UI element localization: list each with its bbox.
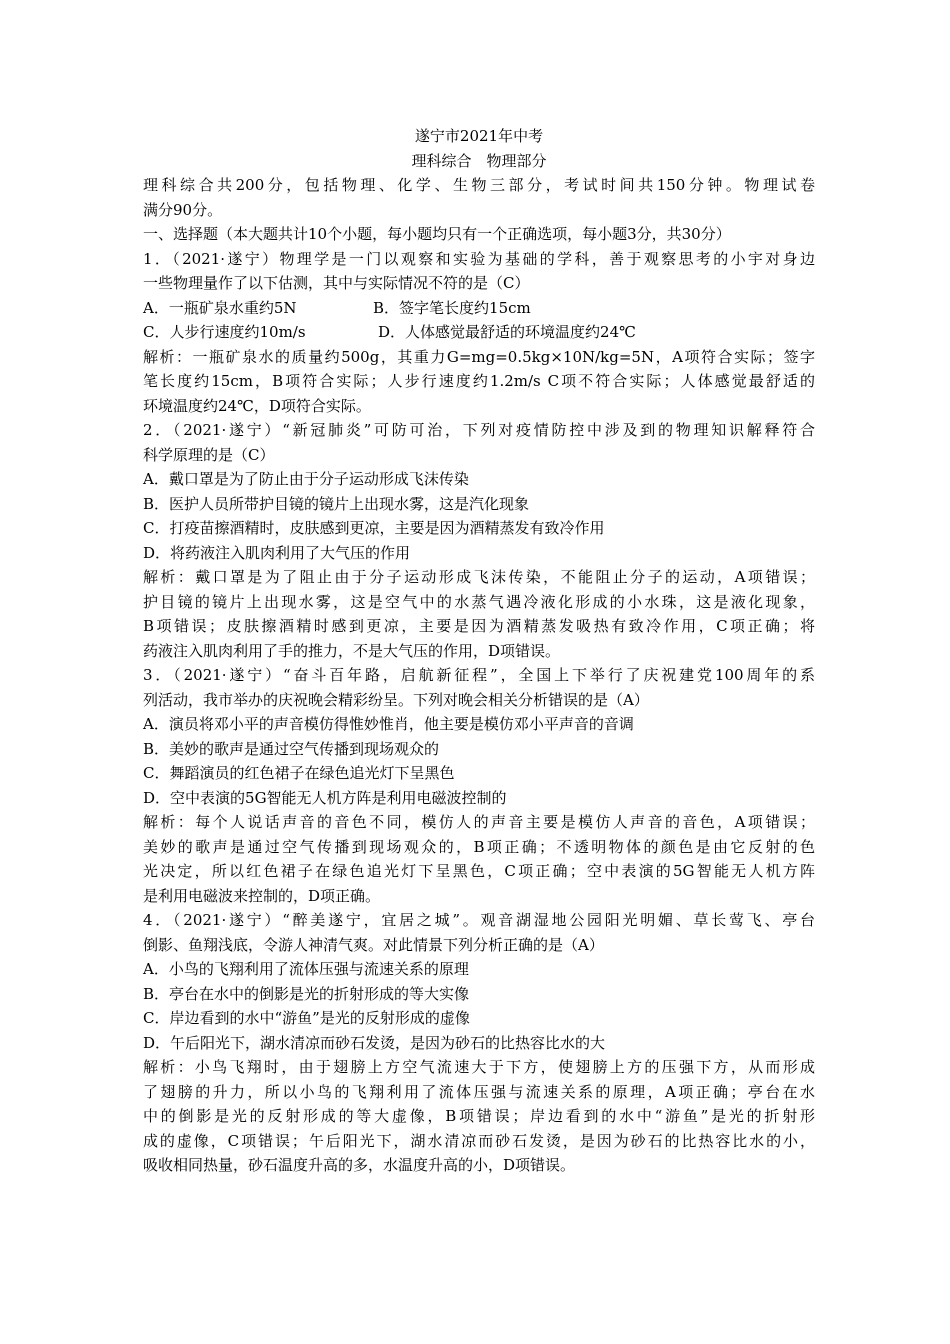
q3-stem-line: 列活动，我市举办的庆祝晚会精彩纷呈。下列对晚会相关分析错误的是（A） <box>143 690 649 709</box>
q3-analysis-line: 光决定，所以红色裙子在绿色追光灯下呈黑色，C项正确；空中表演的5G智能无人机方阵 <box>143 862 815 880</box>
q4-analysis-line: 中的倒影是光的反射形成的等大虚像，B项错误；岸边看到的水中“游鱼”是光的折射形 <box>143 1107 815 1125</box>
q1-analysis-line: 环境温度约24℃，D项符合实际。 <box>143 396 371 415</box>
document-page <box>143 124 815 1178</box>
document-subtitle: 理科综合 物理部分 <box>411 151 547 170</box>
q1-option-c: C．人步行速度约10m/s <box>143 323 306 341</box>
q1-options-row <box>143 320 815 345</box>
q2-analysis-line: B项错误；皮肤擦酒精时感到更凉，主要是因为酒精蒸发吸热有致冷作用，C项正确；将 <box>143 617 815 635</box>
q4-stem-line: 4．（2021·遂宁）“醉美遂宁，宜居之城”。观音湖湿地公园阳光明媚、草长莺飞、亭台 <box>143 911 815 929</box>
q2-analysis-line: 药液注入肌肉利用了手的推力，不是大气压的作用，D项错误。 <box>143 641 561 660</box>
q4-analysis-line: 了翅膀的升力，所以小鸟的飞翔利用了流体压强与流速关系的原理，A项正确；亭台在水 <box>143 1082 815 1101</box>
q4-analysis-line: 吸收相同热量，砂石温度升高的多，水温度升高的小，D项错误。 <box>143 1156 576 1174</box>
q2-option-a: A．戴口罩是为了防止由于分子运动形成飞沫传染 <box>143 470 469 488</box>
q1-option-d: D．人体感觉最舒适的环境温度约24℃ <box>378 323 636 341</box>
q4-analysis-line: 解析：小鸟飞翔时，由于翅膀上方空气流速大于下方，使翅膀上方的压强下方，从而形成 <box>143 1058 815 1076</box>
q3-analysis-line: 是利用电磁波来控制的，D项正确。 <box>143 886 381 905</box>
q3-option-d: D．空中表演的5G智能无人机方阵是利用电磁波控制的 <box>143 788 507 807</box>
document-title: 遂宁市2021年中考 <box>414 127 544 145</box>
q4-analysis-line: 成的虚像，C项错误；午后阳光下，湖水清凉而砂石发烫，是因为砂石的比热容比水的小， <box>143 1131 815 1150</box>
q1-analysis-line: 笔长度约15cm，B项符合实际；人步行速度约1.2m/s C项不符合实际；人体感觉最舒适的 <box>143 372 815 390</box>
q2-analysis-line: 护目镜的镜片上出现水雾，这是空气中的水蒸气遇冷液化形成的小水珠，这是液化现象， <box>143 592 815 611</box>
q2-analysis-line: 解析：戴口罩是为了阻止由于分子运动形成飞沫传染，不能阻止分子的运动，A项错误； <box>143 568 815 586</box>
q4-option-d: D．午后阳光下，湖水清凉而砂石发烫，是因为砂石的比热容比水的大 <box>143 1033 606 1052</box>
section-heading: 一、选择题（本大题共计10个小题，每小题均只有一个正确选项，每小题3分，共30分） <box>143 225 731 243</box>
q3-option-b: B．美妙的歌声是通过空气传播到现场观众的 <box>143 739 440 758</box>
q1-option-b: B．签字笔长度约15cm <box>373 298 531 317</box>
q2-stem-line: 2．（2021·遂宁）“新冠肺炎”可防可治，下列对疫情防控中涉及到的物理知识解释符合 <box>143 421 815 439</box>
q2-option-d: D．将药液注入肌肉利用了大气压的作用 <box>143 543 411 562</box>
q2-option-c: C．打疫苗擦酒精时，皮肤感到更凉，主要是因为酒精蒸发有致冷作用 <box>143 519 605 537</box>
q2-stem-line: 科学原理的是（C） <box>143 445 275 464</box>
q3-analysis-line: 美妙的歌声是通过空气传播到现场观众的，B项正确；不透明物体的颜色是由它反射的色 <box>143 837 815 856</box>
q3-analysis-line: 解析：每个人说话声音的音色不同，模仿人的声音主要是模仿人声音的音色，A项错误； <box>143 813 815 831</box>
q4-option-c: C．岸边看到的水中“游鱼”是光的反射形成的虚像 <box>143 1009 470 1027</box>
q1-options-row <box>143 296 815 321</box>
intro-line: 满分90分。 <box>143 200 223 219</box>
q4-option-a: A．小鸟的飞翔利用了流体压强与流速关系的原理 <box>143 960 469 978</box>
q1-stem-line: 1．（2021·遂宁）物理学是一门以观察和实验为基础的学科，善于观察思考的小宇对身边 <box>143 249 815 268</box>
q3-option-c: C．舞蹈演员的红色裙子在绿色追光灯下呈黑色 <box>143 764 455 782</box>
q3-stem-line: 3．（2021·遂宁）“奋斗百年路，启航新征程”，全国上下举行了庆祝建党100周年的系 <box>143 666 815 684</box>
q4-stem-line: 倒影、鱼翔浅底，令游人神清气爽。对此情景下列分析正确的是（A） <box>143 935 604 954</box>
intro-line: 理科综合共200分，包括物理、化学、生物三部分，考试时间共150分钟。物理试卷 <box>143 176 815 194</box>
q1-analysis-line: 解析：一瓶矿泉水的质量约500g，其重力G=mg=0.5kg×10N/kg=5N，A项符合实际；签字 <box>143 347 815 366</box>
q1-stem-line: 一些物理量作了以下估测，其中与实际情况不符的是（C） <box>143 274 530 292</box>
q1-option-a: A．一瓶矿泉水重约5N <box>143 298 297 317</box>
q2-option-b: B．医护人员所带护目镜的镜片上出现水雾，这是汽化现象 <box>143 494 530 513</box>
q4-option-b: B．亭台在水中的倒影是光的折射形成的等大实像 <box>143 984 470 1003</box>
q3-option-a: A．演员将邓小平的声音模仿得惟妙惟肖，他主要是模仿邓小平声音的音调 <box>143 715 634 733</box>
